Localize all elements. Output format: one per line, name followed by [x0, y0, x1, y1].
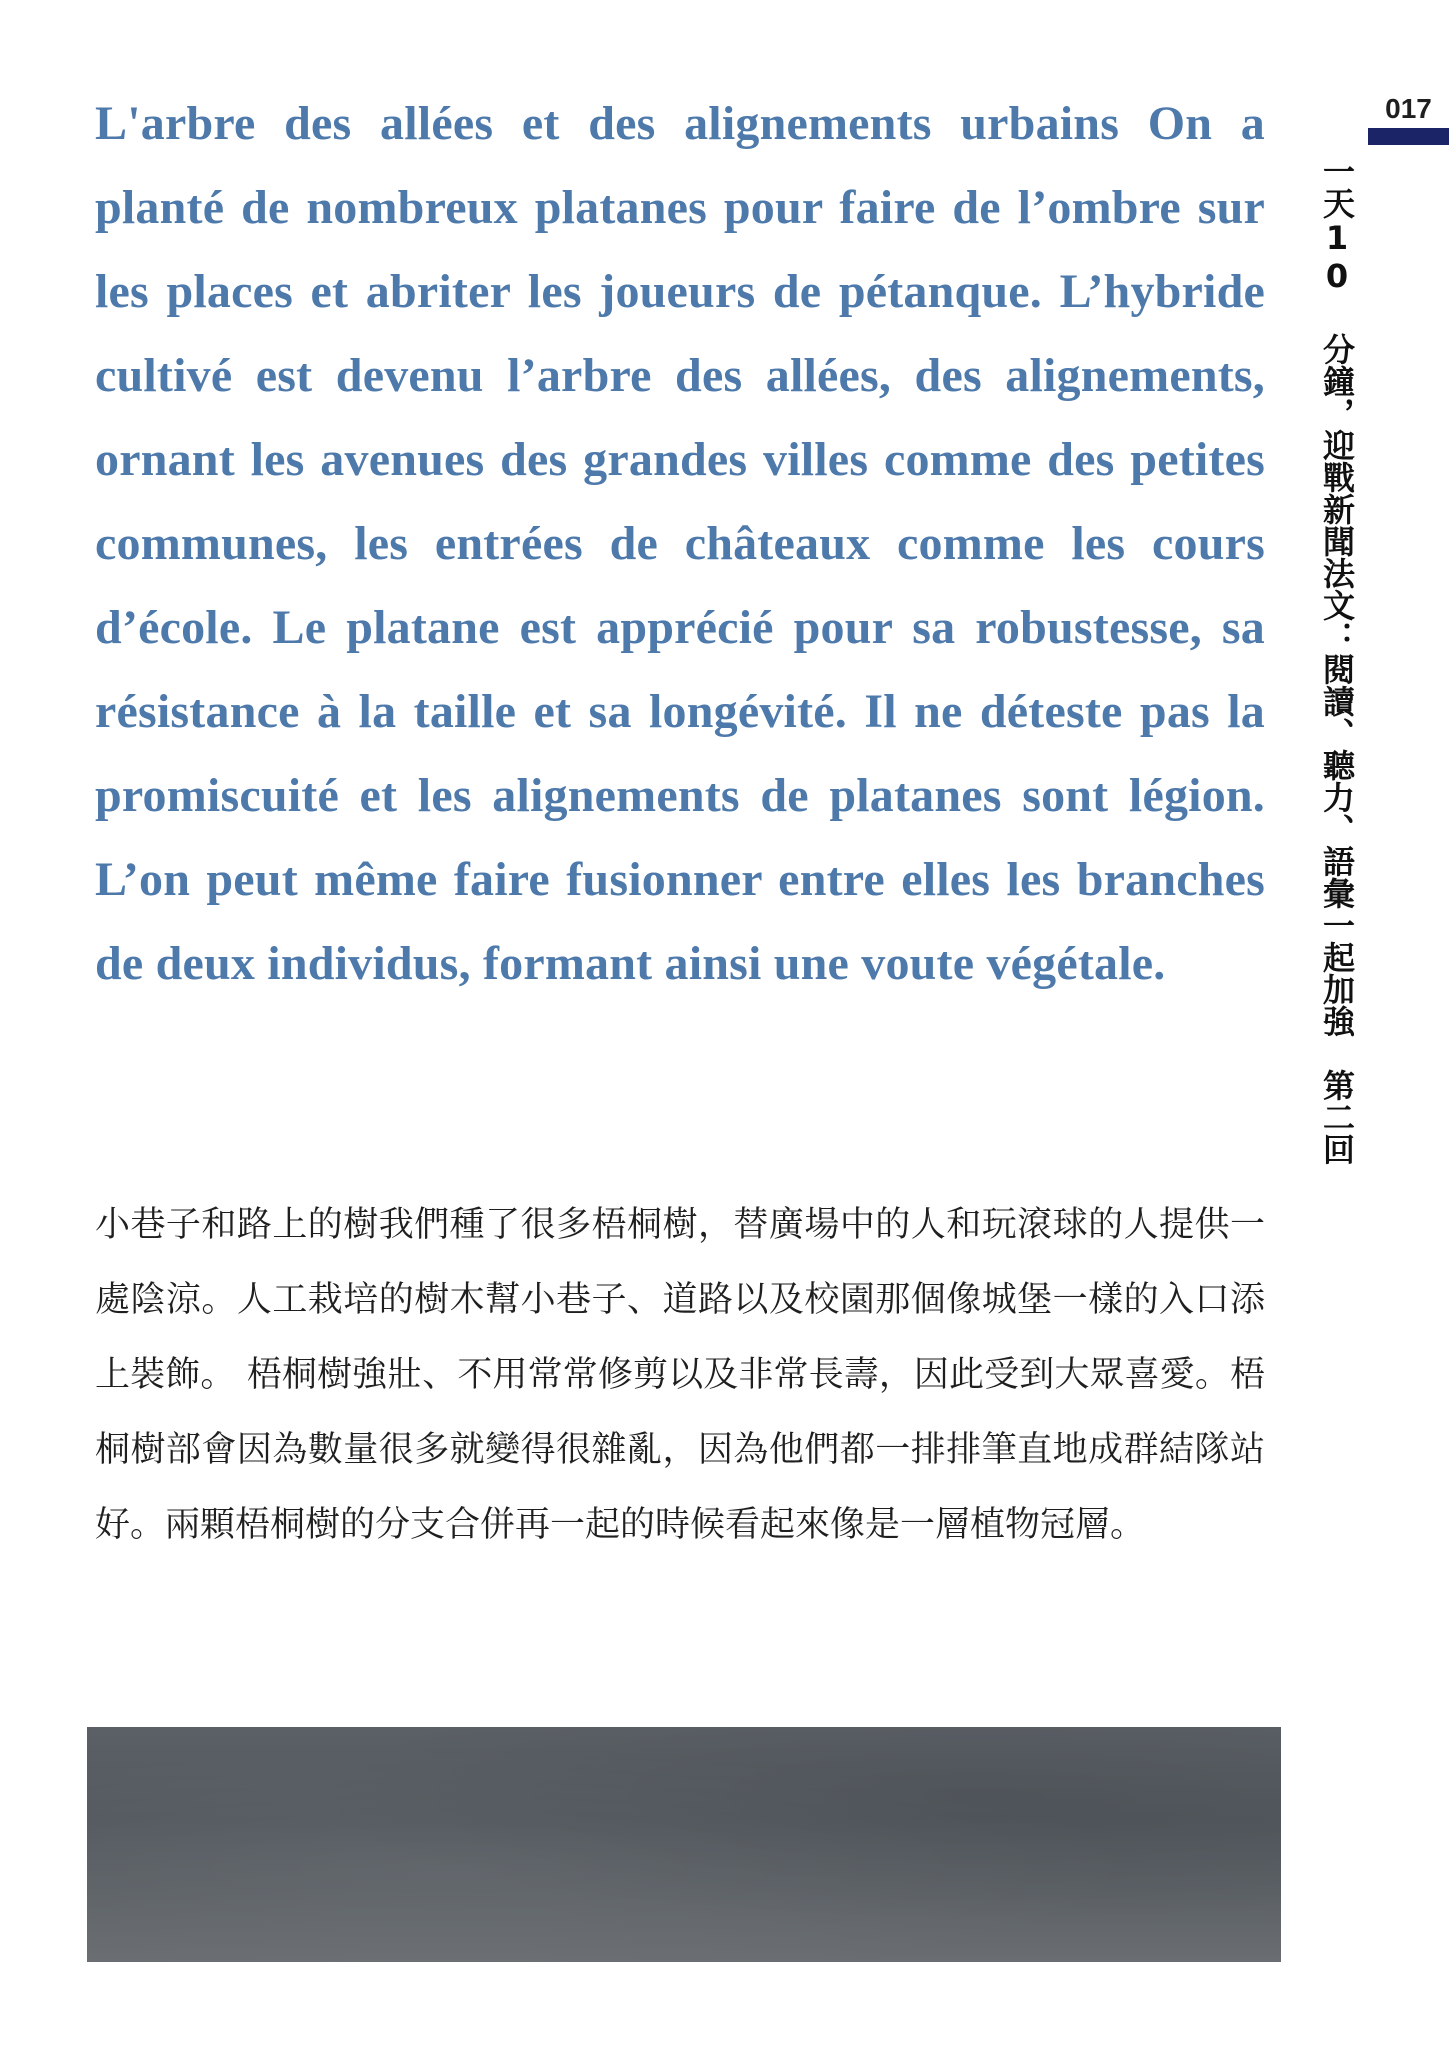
page-number: 017 [1385, 93, 1432, 124]
french-paragraph: L'arbre des allées et des alignements urbains On a planté de nombreux platanes pour faire de l’ombre sur les places et abriter les joueurs de pétanque. L’hybride cultivé est devenu l’arbre des allées, des alignements, ornant les avenues des grandes villes comme des petites communes, les entrées de châteaux comme les cours d’école. Le platane est apprécié pour sa robustesse, sa résistance à la taille et sa longévité. Il ne déteste pas la promiscuité et les alignements de platanes sont légion. L’on peut même faire fusionner entre elles les branches de deux individus, formant ainsi une voute végétale. [95, 97, 1265, 990]
running-title: 一天10 分鐘，迎戰新聞法文：閱讀、聽力、語彙一起加強 第二回 [1318, 155, 1356, 1165]
chinese-translation-paragraph: 小巷子和路上的樹我們種了很多梧桐樹，替廣場中的人和玩滾球的人提供一處陰涼。人工栽培的樹木幫小巷子、道路以及校園那個像城堡一樣的入口添上裝飾。 梧桐樹強壯、不用常常修剪以及非常長壽，因此受到大眾喜愛。梧桐樹部會因為數量很多就變得很雜亂，因為他們都一排排筆直地成群結隊站好。兩顆梧桐樹的分支合併再一起的時候看起來像是一層植物冠層。 [95, 1205, 1265, 1545]
page-number-bar [1368, 128, 1449, 145]
photo-image [87, 1727, 1281, 1962]
